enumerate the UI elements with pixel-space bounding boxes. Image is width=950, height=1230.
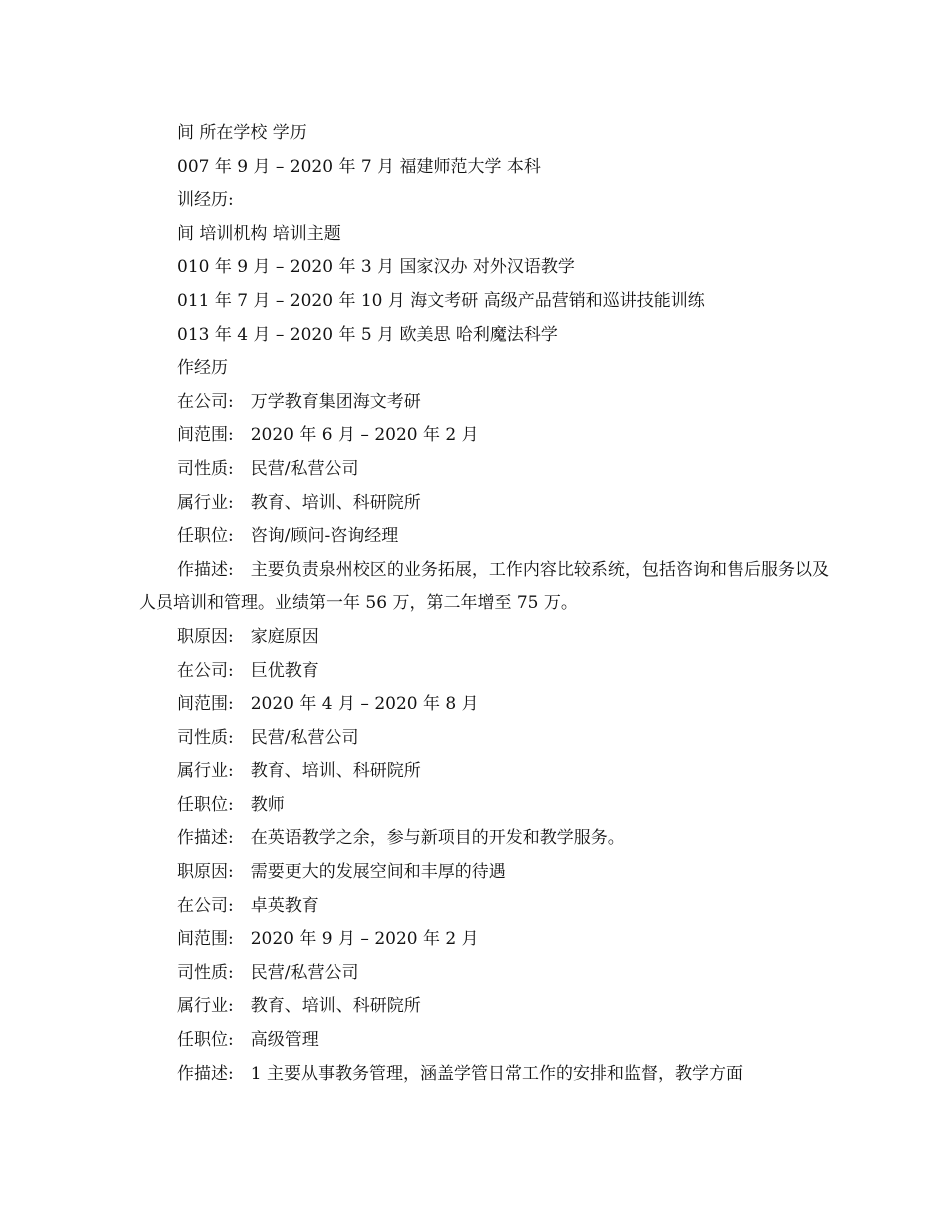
work-heading: 作经历 (177, 358, 228, 379)
job-3-description: 作描述: 1 主要从事教务管理，涵盖学管日常工作的安排和监督，教学方面 (177, 1063, 743, 1084)
job-2-description: 作描述: 在英语教学之余，参与新项目的开发和教学服务。 (177, 828, 625, 849)
job-2-company-type: 司性质: 民营/私营公司 (177, 727, 359, 748)
job-1-company: 在公司: 万学教育集团海文考研 (177, 391, 421, 412)
training-heading: 训经历: (177, 190, 234, 211)
job-1-leave-reason: 职原因: 家庭原因 (177, 626, 319, 647)
job-3-company-type: 司性质: 民营/私营公司 (177, 962, 359, 983)
training-row-1: 010 年 9 月 – 2020 年 3 月 国家汉办 对外汉语教学 (177, 257, 575, 278)
job-2-period: 间范围: 2020 年 4 月 – 2020 年 8 月 (177, 694, 479, 715)
training-table-header: 间 培训机构 培训主题 (177, 223, 341, 244)
job-1-description: 作描述: 主要负责泉州校区的业务拓展，工作内容比较系统，包括咨询和售后服务以及人员培训和管理。业绩第一年 56 万，第二年增至 75 万。 (139, 559, 829, 614)
job-1-company-type: 司性质: 民营/私营公司 (177, 458, 359, 479)
job-3-industry: 属行业: 教育、培训、科研院所 (177, 996, 421, 1017)
education-table-header: 间 所在学校 学历 (177, 123, 307, 143)
job-2-position: 任职位: 教师 (177, 794, 285, 815)
job-2-leave-reason: 职原因: 需要更大的发展空间和丰厚的待遇 (177, 862, 506, 883)
job-3-position: 任职位: 高级管理 (177, 1030, 319, 1051)
job-3-company: 在公司: 卓英教育 (177, 895, 319, 916)
job-2-company: 在公司: 巨优教育 (177, 660, 319, 681)
training-row-2: 011 年 7 月 – 2020 年 10 月 海文考研 高级产品营销和巡讲技能训练 (177, 290, 705, 311)
training-row-3: 013 年 4 月 – 2020 年 5 月 欧美思 哈利魔法科学 (177, 324, 558, 345)
job-1-position: 任职位: 咨询/顾问-咨询经理 (177, 526, 399, 547)
job-3-period: 间范围: 2020 年 9 月 – 2020 年 2 月 (177, 929, 479, 950)
resume-text (139, 117, 829, 1091)
job-1-industry: 属行业: 教育、培训、科研院所 (177, 492, 421, 513)
education-row: 007 年 9 月 – 2020 年 7 月 福建师范大学 本科 (177, 156, 541, 177)
job-1-period: 间范围: 2020 年 6 月 – 2020 年 2 月 (177, 425, 479, 446)
job-2-industry: 属行业: 教育、培训、科研院所 (177, 761, 421, 782)
